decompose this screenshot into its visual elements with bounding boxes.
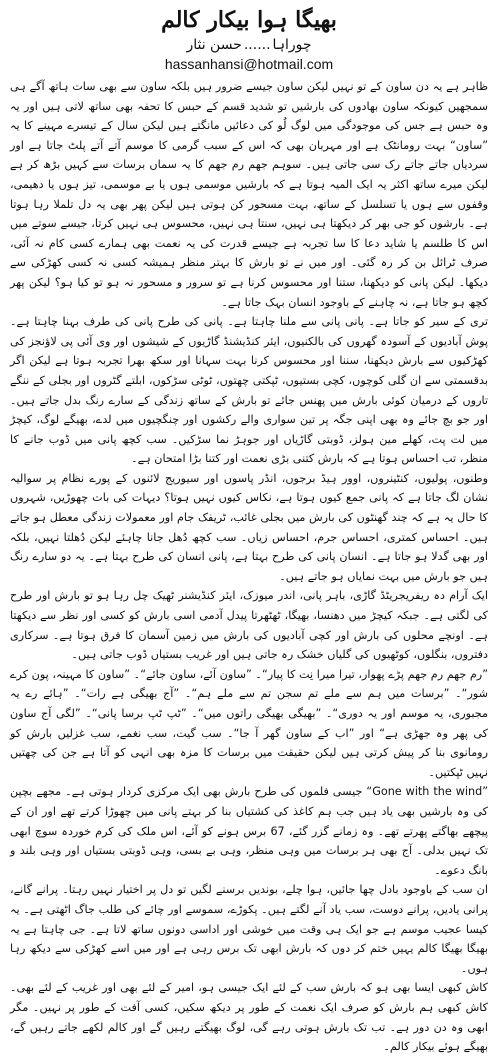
paragraph-8: کاش کبھی ایسا بھی ہو کہ بارش سب کے لئے ایک جیسی ہو، امیر کے لئے بھی اور غریب کے لئے بھی۔ کاش کبھی ہم بارش کو صرف ایک نعمت کے طور پر دیکھ سکیں، کسی آفت کے طور پر نہیں۔ مگر ابھی وہ دن دور ہے۔ تب تک بارش ہوتی رہے گی، لوگ بھیگتے رہیں گے اور کالم لکھے جاتے رہیں گے، بھیگے ہوئے بیکار کالم۔ <box>10 981 488 1054</box>
paragraph-7: ان سب کے باوجود بادل چھا جائیں، ہوا چلے، بوندیں برسنے لگیں تو دل پر اختیار نہیں رہتا۔ پرانے گانے، پرانی یادیں، پرانے دوست، سب یاد آنے لگتے ہیں۔ پکوڑے، سموسے اور چائے کی طلب جاگ اٹھتی ہے۔ یہ کیسا عجیب موسم ہے جو ایک ہی وقت میں خوشی اور اداسی دونوں ساتھ لاتا ہے۔ جی چاہتا ہے یہ بھیگا بھیگا کالم یہیں ختم کر دوں کہ بارش ابھی تک برس رہی ہے اور میں اسے کھڑکی سے دیکھ رہا ہوں۔ <box>10 883 488 975</box>
author-email: hassanhansi@hotmail.com <box>164 56 334 72</box>
paragraph-6: ”Gone with the wind“ جیسی فلموں کی طرح بارش بھی ایک مرکزی کردار ہوتی ہے۔ مجھے بچپن کی وہ بارشیں بھی یاد ہیں جب ہم کاغذ کی کشتیاں بنا کر بہتے پانی میں چھوڑا کرتے تھے اور ان کے پیچھے بھاگتے پھرتے تھے۔ وہ زمانے گزر گئے، 67 برس ہونے کو آئے، اس ملک کی کرم خوردہ سوچ ابھی تک نہیں بدلی۔ آج بھی ہر برسات میں وہی منظر، وہی بے بسی، وہی ڈوبتی بستیاں اور وہی بلند و بانگ دعوے۔ <box>10 785 488 877</box>
paragraph-5: ”رم جھم رم جھم پڑے پھوار، تیرا میرا نِت کا پیار“۔ ”ساون آئے، ساون جائے“۔ ”ساون کا مہینہ، پون کرے شور“۔ ”برسات میں ہم سے ملے تم سجن تم سے ملے ہم“۔ ”آج بھیگی ہے رات“۔ ”ہائے رے یہ مجبوری، یہ موسم اور یہ دوری“۔ ”بھیگی بھیگی راتوں میں“۔ ”ٹپ ٹپ برسا پانی“۔ ”لگی آج ساون کی پھر وہ جھڑی ہے“ اور ”اب کے ساون گھر آ جا“۔ سب گیت، سب نغمے، سب غزلیں بارش کو رومانوی بنا کر پیش کرتی ہیں لیکن حقیقت میں برسات کا مزہ بھی انہی کو آتا ہے جن کی چھتیں نہیں ٹپکتیں۔ <box>10 667 488 779</box>
column-name: چوراہا <box>272 37 312 53</box>
paragraph-3: وطنوں، پولیوں، کنٹینروں، اوور ہیڈ برجوں، انڈر پاسوں اور سیوریج لائنوں کے پورے نظام پر سوالیہ نشان لگ جاتا ہے کہ پانی جمع کیوں ہوتا ہے، نکاس کیوں نہیں ہوتا؟ دیہات کی بات چھوڑیں، شہروں کا حال یہ ہے کہ چند گھنٹوں کی بارش میں بجلی غائب، ٹریفک جام اور معمولات زندگی معطل ہو جاتے ہیں۔ احساس کمتری، احساس جرم، احساس زیاں۔ سب کچھ دُھل جانا چاہئے لیکن دُھلتا نہیں، بلکہ اور بھی گدلا ہو جاتا ہے۔ انسان پانی کی طرح بہتا ہے، پانی انسان کی طرح بہتا ہے۔ یہ دو سارے رنگ ہیں جو بارش میں بہت نمایاں ہو جاتے ہیں۔ <box>10 471 488 583</box>
paragraph-2: تری کے سیر کو جاتا ہے۔ پانی پانی سے ملنا چاہتا ہے۔ پانی کی طرح پانی کی طرف بہنا چاہتا ہے۔ پوش آبادیوں کے آسودہ گھروں کی بالکنیوں، ایئر کنڈیشنڈ گاڑیوں کے شیشوں اور وی آئی پی لاؤنجز کی کھڑکیوں سے بارش دیکھنا، سننا اور محسوس کرنا بہت سہانا اور سکھ بھرا تجربہ ہوتا ہے لیکن اگر بدقسمتی سے ان گلی کوچوں، کچی بستیوں، ٹپکتی چھتوں، ٹوٹی سڑکوں، ابلتے گٹروں اور بجلی کے ننگے تاروں کے درمیان کوئی بارش میں پھنس جائے تو بارش کے ساتھ زندگی کے سارے رنگ بدل جاتے ہیں۔ اور جو بچ جائے وہ بھی اپنی جگہ پر تین سواری والے رکشوں اور چنگچیوں میں لدے، بھیگے لوگ، کیچڑ میں لت پت، کھلے مین ہولز، ڈوبتی گاڑیاں اور جوہڑ نما سڑکیں۔ سب کچھ پانی میں ڈوب جانے کا منظر، تب احساس ہوتا ہے کہ بارش کتنی بڑی نعمت اور کتنا بڑا امتحان ہے۔ <box>10 315 488 466</box>
byline-separator: ...... <box>243 37 271 53</box>
paragraph-4: ایک آرام دہ ریفریجریٹڈ گاڑی، باہر پانی، اندر میوزک، ایئر کنڈیشنر ٹھیک چل رہا ہو تو بارش اور طرح کی لگتی ہے۔ جبکہ کیچڑ میں دھنسا، بھیگا، ٹھٹھرتا پیدل آدمی اسی بارش کو کسی اور نظر سے دیکھتا ہے۔ اونچے محلوں کی بارش اور کچی آبادیوں کی بارش میں زمین آسمان کا فرق ہوتا ہے۔ سرکاری دفتروں، بنگلوں، کوٹھیوں کی گلیاں خشک رہ جاتی ہیں اور غریب بستیاں ڈوب جاتی ہیں۔ <box>10 589 488 662</box>
byline <box>10 36 488 54</box>
column-headline: بھیگا ہوا بیکار کالم <box>161 7 337 33</box>
paragraph-1: ظاہر ہے یہ دن ساون کے تو نہیں لیکن ساون جیسے ضرور ہیں بلکہ ساون سے بھی سات ہاتھ آگے ہی سمجھیں کیونکہ ساون بھادوں کی بارشیں تو شدید قسم کے حبس کا تحفہ بھی ساتھ لاتی ہیں اور یہ وہ حبس ہے جس کی موجودگی میں لوگ لُو کی دعائیں مانگتے ہیں لیکن سال کے تیسرے مہینے کا یہ ”ساون“ بہت رومانٹک ہے اور مہربان بھی کہ اس کے سبب گرمی کا موسم آتے آتے پلٹ جاتا ہے اور سردیاں جاتے جاتے رک سی جاتی ہیں۔ سوہم جھم رم جھم کا یہ سماں برسات سے کہیں بڑھ کر ہے لیکن میرے ساتھ اکثر یہ ایک المیہ ہوتا ہے کہ بارشیں موسمی ہوں یا بے موسمی، تیز ہوں یا دھیمی، وقفوں سے ہوں یا تسلسل کے ساتھ، بہت مسحور کن ہوتی ہیں لیکن پھر بھی یہ دل تلملا رہا ہوتا ہے۔ بارشوں کو جی بھر کر دیکھتا ہی نہیں، سنتا ہی نہیں، محسوس ہی نہیں کرتا، جیسے سوتے میں اس کا طلسم یا شاید دعا کا سا تجربہ ہے جیسے قدرت کی یہ نعمت بھی ہمارے کسی کام نہ آئی، صرف ٹرائل بن کر رہ گئی۔ اور میں نے تو بارش کا بہتر منظر ہمیشہ کسی نہ کسی کھڑکی سے دیکھا۔ لیکن پانی کو دیکھنا، ستنا اور محسوس کرنا ہے تو سرور و مسحور نہ ہو تو کیا ہو؟ لیکن پھر کچھ ہو جاتا ہے، نہ چاہنے کے باوجود انسان بہک جاتا ہے۔ <box>10 80 488 309</box>
author-name: حسن نثار <box>186 37 242 53</box>
column-body <box>10 77 488 1057</box>
